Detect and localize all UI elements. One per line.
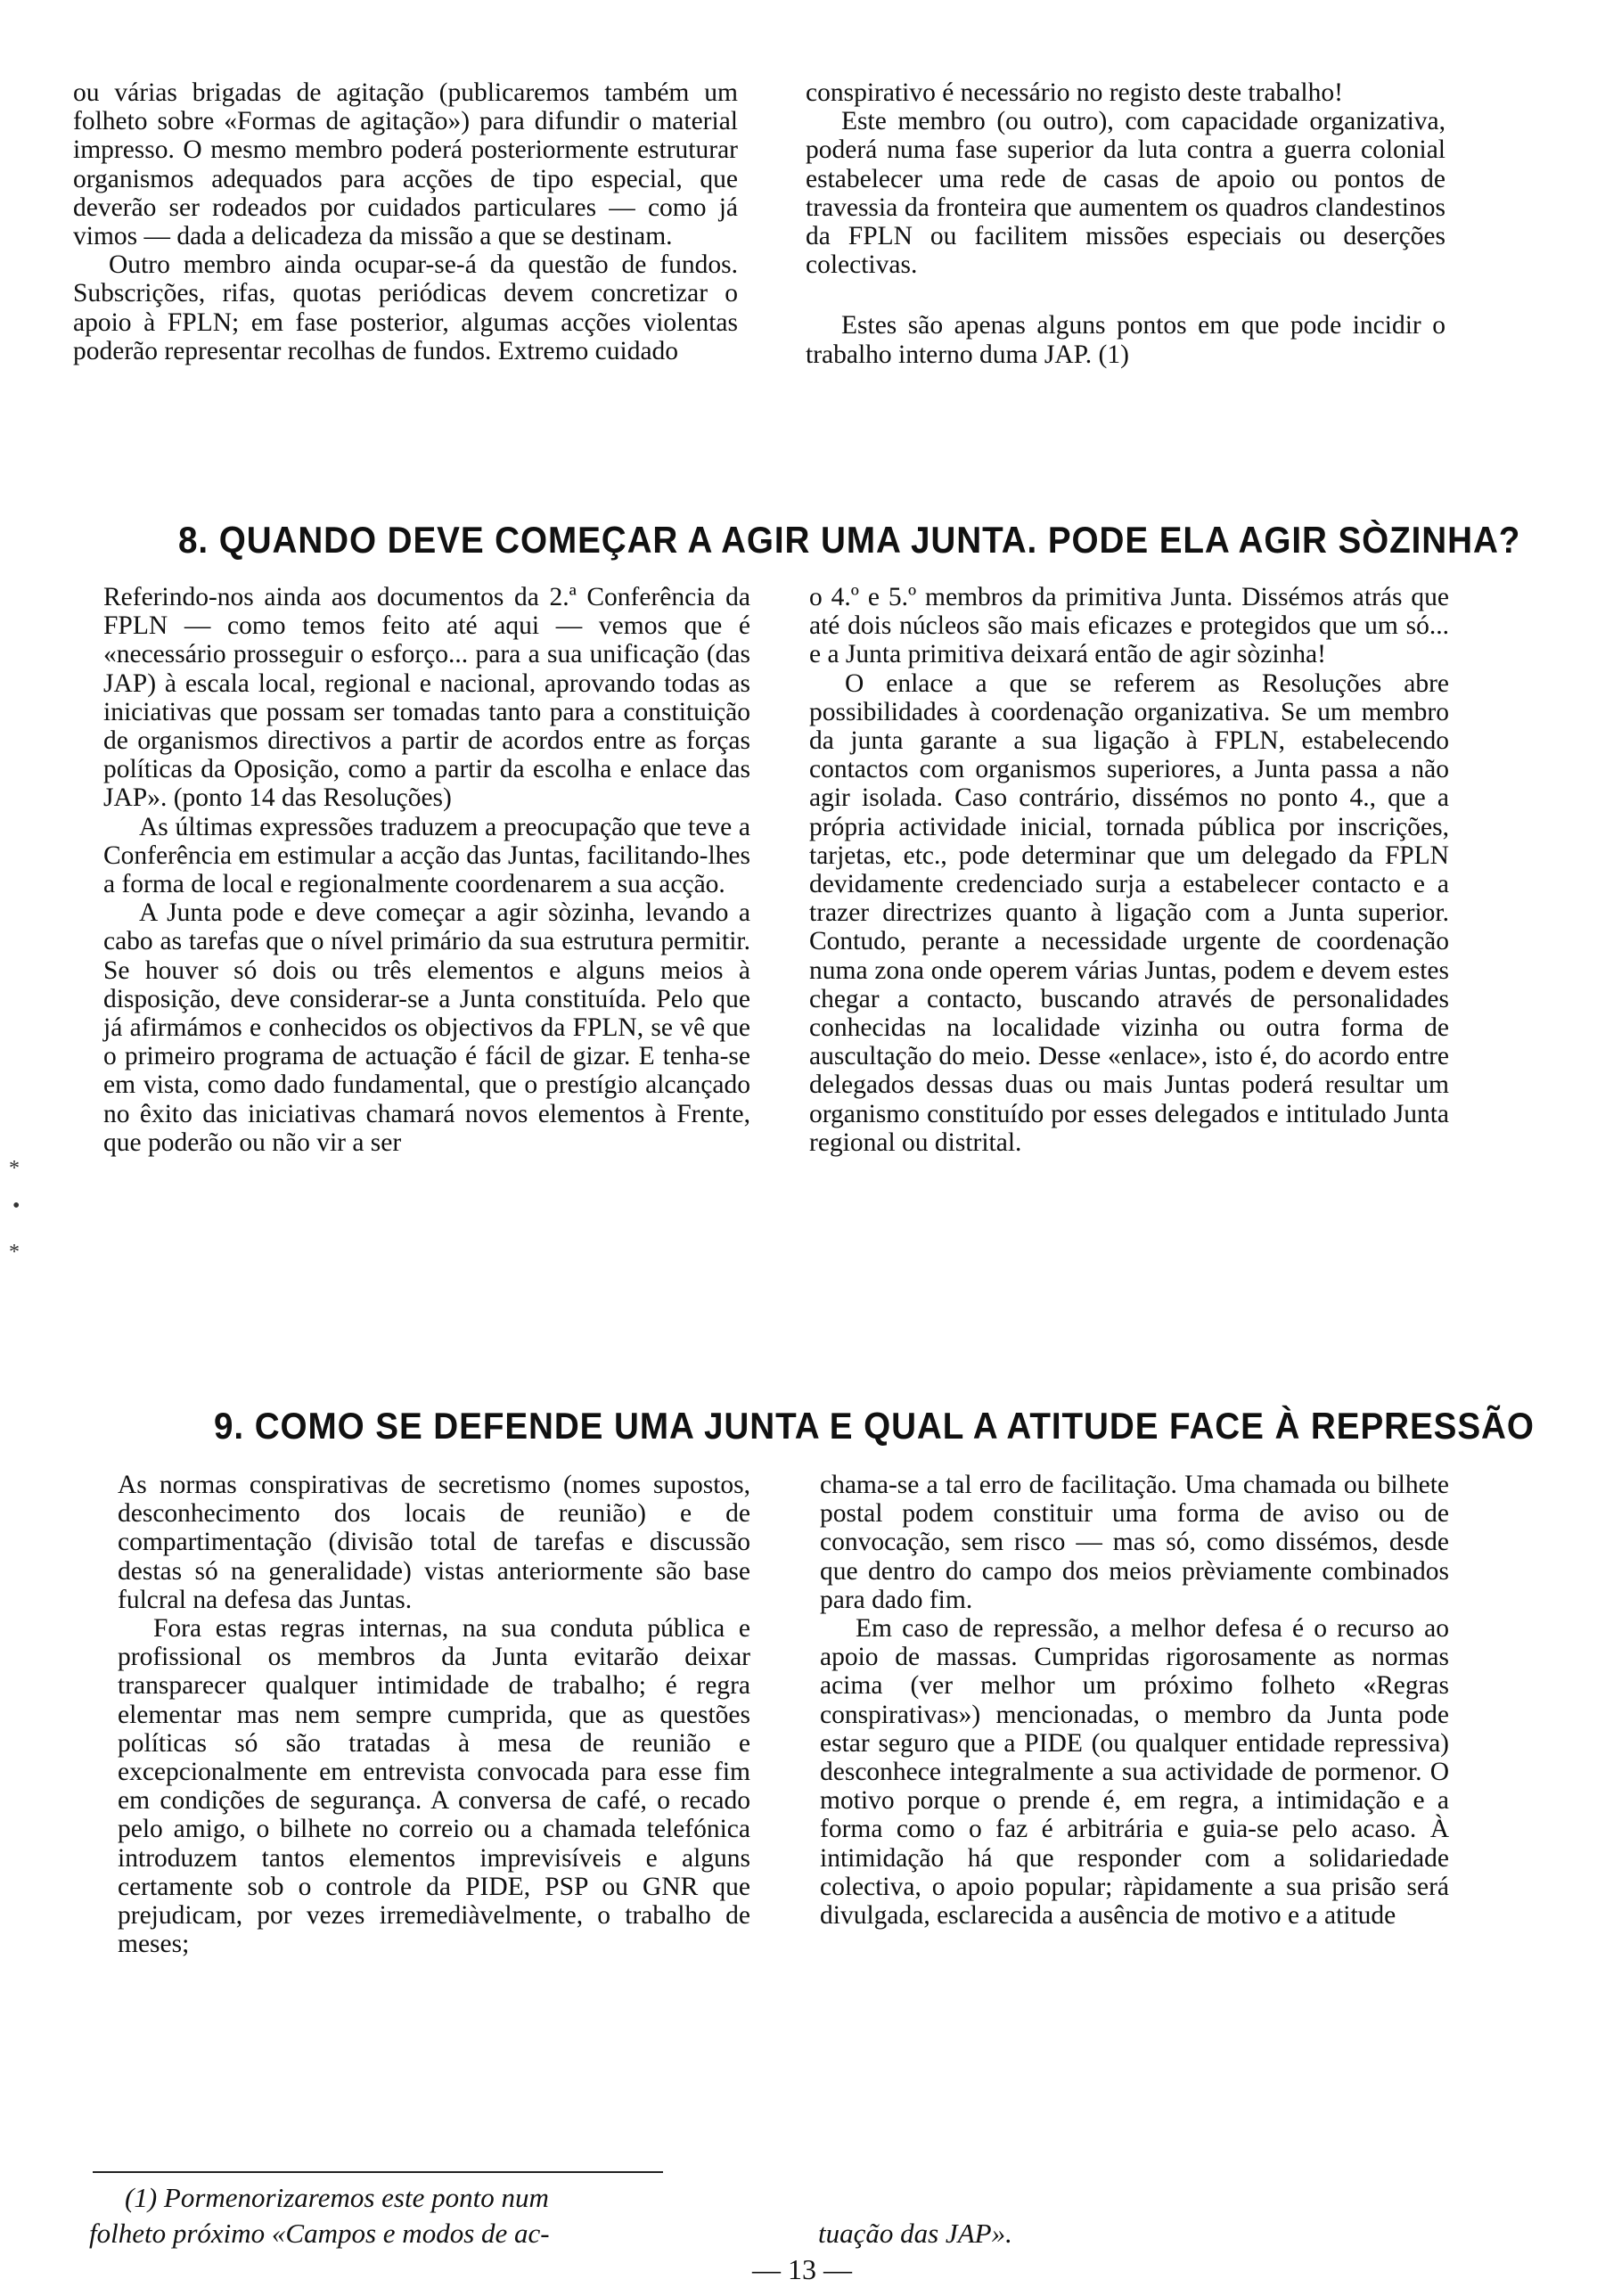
paragraph: ou várias brigadas de agitação (publicaremos também um folheto sobre «Formas de agitação») para difundir o material impresso. O mesmo membro poderá posteriormente estruturar organismos adequados para acções de tipo especial, que deverão ser rodeados por cuidados particulares — como já vimos — dada a delicadeza da missão a que se destinam.	[73, 78, 738, 251]
paragraph: conspirativo é necessário no registo deste trabalho!	[806, 78, 1343, 107]
paragraph: Outro membro ainda ocupar-se-á da questão de fundos. Subscrições, rifas, quotas periódicas devem concretizar o apoio à FPLN; em fase posterior, algumas acções violentas poderão representar recolhas de fundos. Extremo cuidado	[73, 250, 738, 365]
section-9-left-column	[118, 1471, 750, 1958]
top-right-column	[806, 78, 1445, 369]
footnote-right: tuação das JAP».	[818, 2218, 1012, 2249]
paragraph: As normas conspirativas de secretismo (nomes supostos, desconhecimento dos locais de reunião) e de compartimentação (divisão total de tarefas e discussão destas só na generalidade) vistas anteriormente são base fulcral na defesa das Juntas.	[118, 1471, 750, 1614]
footnote-line: folheto próximo «Campos e modos de ac-	[89, 2218, 550, 2249]
margin-mark: *	[9, 1241, 20, 1264]
paragraph: Este membro (ou outro), com capacidade organizativa, poderá numa fase superior da luta contra a guerra colonial estabelecer uma rede de casas de apoio ou pontos de travessia da fronteira que aumentem os quadros clandestinos da FPLN ou facilitem missões especiais ou deserções colectivas.	[806, 107, 1445, 280]
paragraph: Fora estas regras internas, na sua conduta pública e profissional os membros da Junta evitarão deixar transparecer qualquer intimidade de trabalho; é regra elementar mas nem sempre cumprida, que as questões políticas só são tratadas à mesa de reunião e excepcionalmente em entrevista convocada para esse fim em condições de segurança. A conversa de café, o recado pelo amigo, o bilhete no correio ou a chamada telefónica introduzem tantos elementos imprevisíveis e alguns certamente sob o controle da PIDE, PSP ou GNR que prejudicam, por vezes irremediàvelmente, o trabalho de meses;	[118, 1614, 750, 1959]
section-9-heading: 9. COMO SE DEFENDE UMA JUNTA E QUAL A ATITUDE FACE À REPRESSÃO	[214, 1405, 1535, 1447]
footnote-line: (1) Pormenorizaremos este ponto num	[125, 2182, 549, 2213]
paragraph: Estes são apenas alguns pontos em que pode incidir o trabalho interno duma JAP. (1)	[806, 311, 1445, 369]
margin-mark: •	[12, 1194, 20, 1218]
paragraph: Referindo-nos ainda aos documentos da 2.ª Conferência da FPLN — como temos feito até aqui — vemos que é «necessário prosseguir o esforço... para a sua unificação (das JAP) à escala local, regional e nacional, aprovando todas as iniciativas que possam ser tomadas tanto para a constituição de organismos directivos a partir de acordos entre as forças políticas da Oposição, como a partir da escolha e enlace das JAP». (ponto 14 das Resoluções)	[103, 583, 750, 813]
section-8-left-column	[103, 583, 750, 1157]
margin-mark: *	[9, 1157, 20, 1180]
paragraph: O enlace a que se referem as Resoluções abre possibilidades à coordenação organizativa. Se um membro da junta garante a sua ligação à FPLN, estabelecendo contactos com organismos superiores, a Junta passa a não agir isolada. Caso contrário, dissémos no ponto 4., que a própria actividade inicial, tornada pública por inscrições, tarjetas, etc., pode determinar que um delegado da FPLN devidamente credenciado surja a estabelecer contacto e a trazer directrizes quanto à ligação com a Junta superior. Contudo, perante a necessidade urgente de coordenação numa zona onde operem várias Juntas, podem e devem estes chegar a contacto, buscando através de personalidades conhecidas na localidade vizinha ou outra forma de auscultação do meio. Desse «enlace», isto é, do acordo entre delegados dessas duas ou mais Juntas poderá resultar um organismo constituído por esses delegados e intitulado Junta regional ou distrital.	[809, 668, 1449, 1157]
page-number: — 13 —	[752, 2253, 852, 2285]
paragraph: Em caso de repressão, a melhor defesa é o recurso ao apoio de massas. Cumpridas rigorosamente as normas acima (ver melhor um próximo folheto «Regras conspirativas») mencionadas, o membro da Junta pode estar seguro que a PIDE (ou qualquer entidade repressiva) desconhece integralmente a sua actividade de pormenor. O motivo porque o prende é, em regra, a intimidação e a forma como o faz é arbitrária e guia-se pelo acaso. À intimidação há que responder com a solidariedade colectiva, o apoio popular; ràpidamente a sua prisão será divulgada, esclarecida a ausência de motivo e a atitude	[820, 1614, 1449, 1931]
section-8-heading: 8. QUANDO DEVE COMEÇAR A AGIR UMA JUNTA. PODE ELA AGIR SÒZINHA?	[178, 519, 1521, 561]
footnote-divider	[93, 2171, 663, 2173]
footnote-left	[89, 2180, 766, 2251]
section-9-right-column	[820, 1471, 1449, 1930]
paragraph: o 4.º e 5.º membros da primitiva Junta. Dissémos atrás que até dois núcleos são mais eficazes e protegidos que um só... e a Junta primitiva deixará então de agir sòzinha!	[809, 583, 1449, 669]
paragraph: chama-se a tal erro de facilitação. Uma chamada ou bilhete postal podem constituir uma forma de aviso ou de convocação, sem risco — mas só, como dissémos, desde que dentro do campo dos meios prèviamente combinados para dado fim.	[820, 1471, 1449, 1614]
paragraph: A Junta pode e deve começar a agir sòzinha, levando a cabo as tarefas que o nível primário da sua estrutura permitir. Se houver só dois ou três elementos e alguns meios à disposição, deve considerar-se a Junta constituída. Pelo que já afirmámos e conhecidos os objectivos da FPLN, se vê que o primeiro programa de actuação é fácil de gizar. E tenha-se em vista, como dado fundamental, que o prestígio alcançado no êxito das iniciativas chamará novos elementos à Frente, que poderão ou não vir a ser	[103, 898, 750, 1157]
section-8-right-column	[809, 583, 1449, 1157]
top-left-column	[73, 78, 738, 365]
paragraph: As últimas expressões traduzem a preocupação que teve a Conferência em estimular a acção das Juntas, facilitando-lhes a forma de local e regionalmente coordenarem a sua acção.	[103, 812, 750, 899]
